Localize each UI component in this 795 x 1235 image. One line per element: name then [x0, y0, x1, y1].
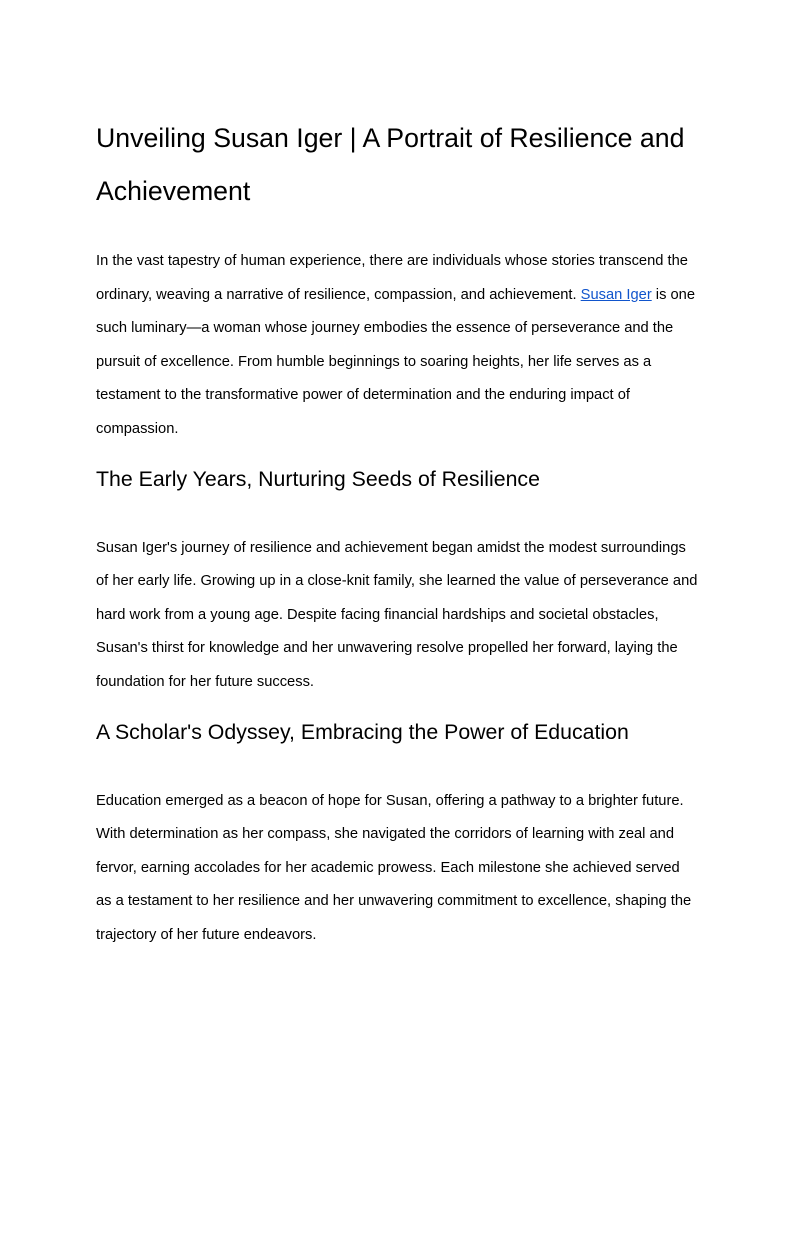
section-paragraph-scholars-odyssey: Education emerged as a beacon of hope for Susan, offering a pathway to a brighter future. With determination as her compass, she navigated the corridors of learning with zeal and fervor, earning accolades for her academic prowess. Each milestone she achieved served as a testament to her resilience and her unwavering commitment to excellence, shaping the trajectory of her future endeavors.	[96, 792, 692, 943]
section-paragraph-early-years: Susan Iger's journey of resilience and achievement began amidst the modest surroundings of her early life. Growing up in a close-knit family, she learned the value of perseverance and hard work from a young age. Despite facing financial hardships and societal obstacles, Susan's thirst for knowledge and her unwavering resolve propelled her forward, laying the foundation for her future success.	[96, 539, 698, 690]
document-page	[0, 112, 795, 1235]
section-heading-early-years: The Early Years, Nurturing Seeds of Resilience	[96, 466, 540, 491]
intro-text-before-link: In the vast tapestry of human experience, there are individuals whose stories transcend the ordinary, weaving a narrative of resilience, compassion, and achievement.	[96, 253, 688, 303]
intro-text-after-link: is one such luminary—a woman whose journey embodies the essence of perseverance and the pursuit of excellence. From humble beginnings to soaring heights, her life serves as a testament to the transformative power of determination and the enduring impact of compassion.	[96, 286, 695, 437]
document-title: Unveiling Susan Iger | A Portrait of Resilience and Achievement	[96, 123, 685, 206]
intro-paragraph	[96, 245, 698, 447]
section-heading-scholars-odyssey: A Scholar's Odyssey, Embracing the Power of Education	[96, 719, 629, 744]
susan-iger-link[interactable]: Susan Iger	[580, 286, 652, 303]
